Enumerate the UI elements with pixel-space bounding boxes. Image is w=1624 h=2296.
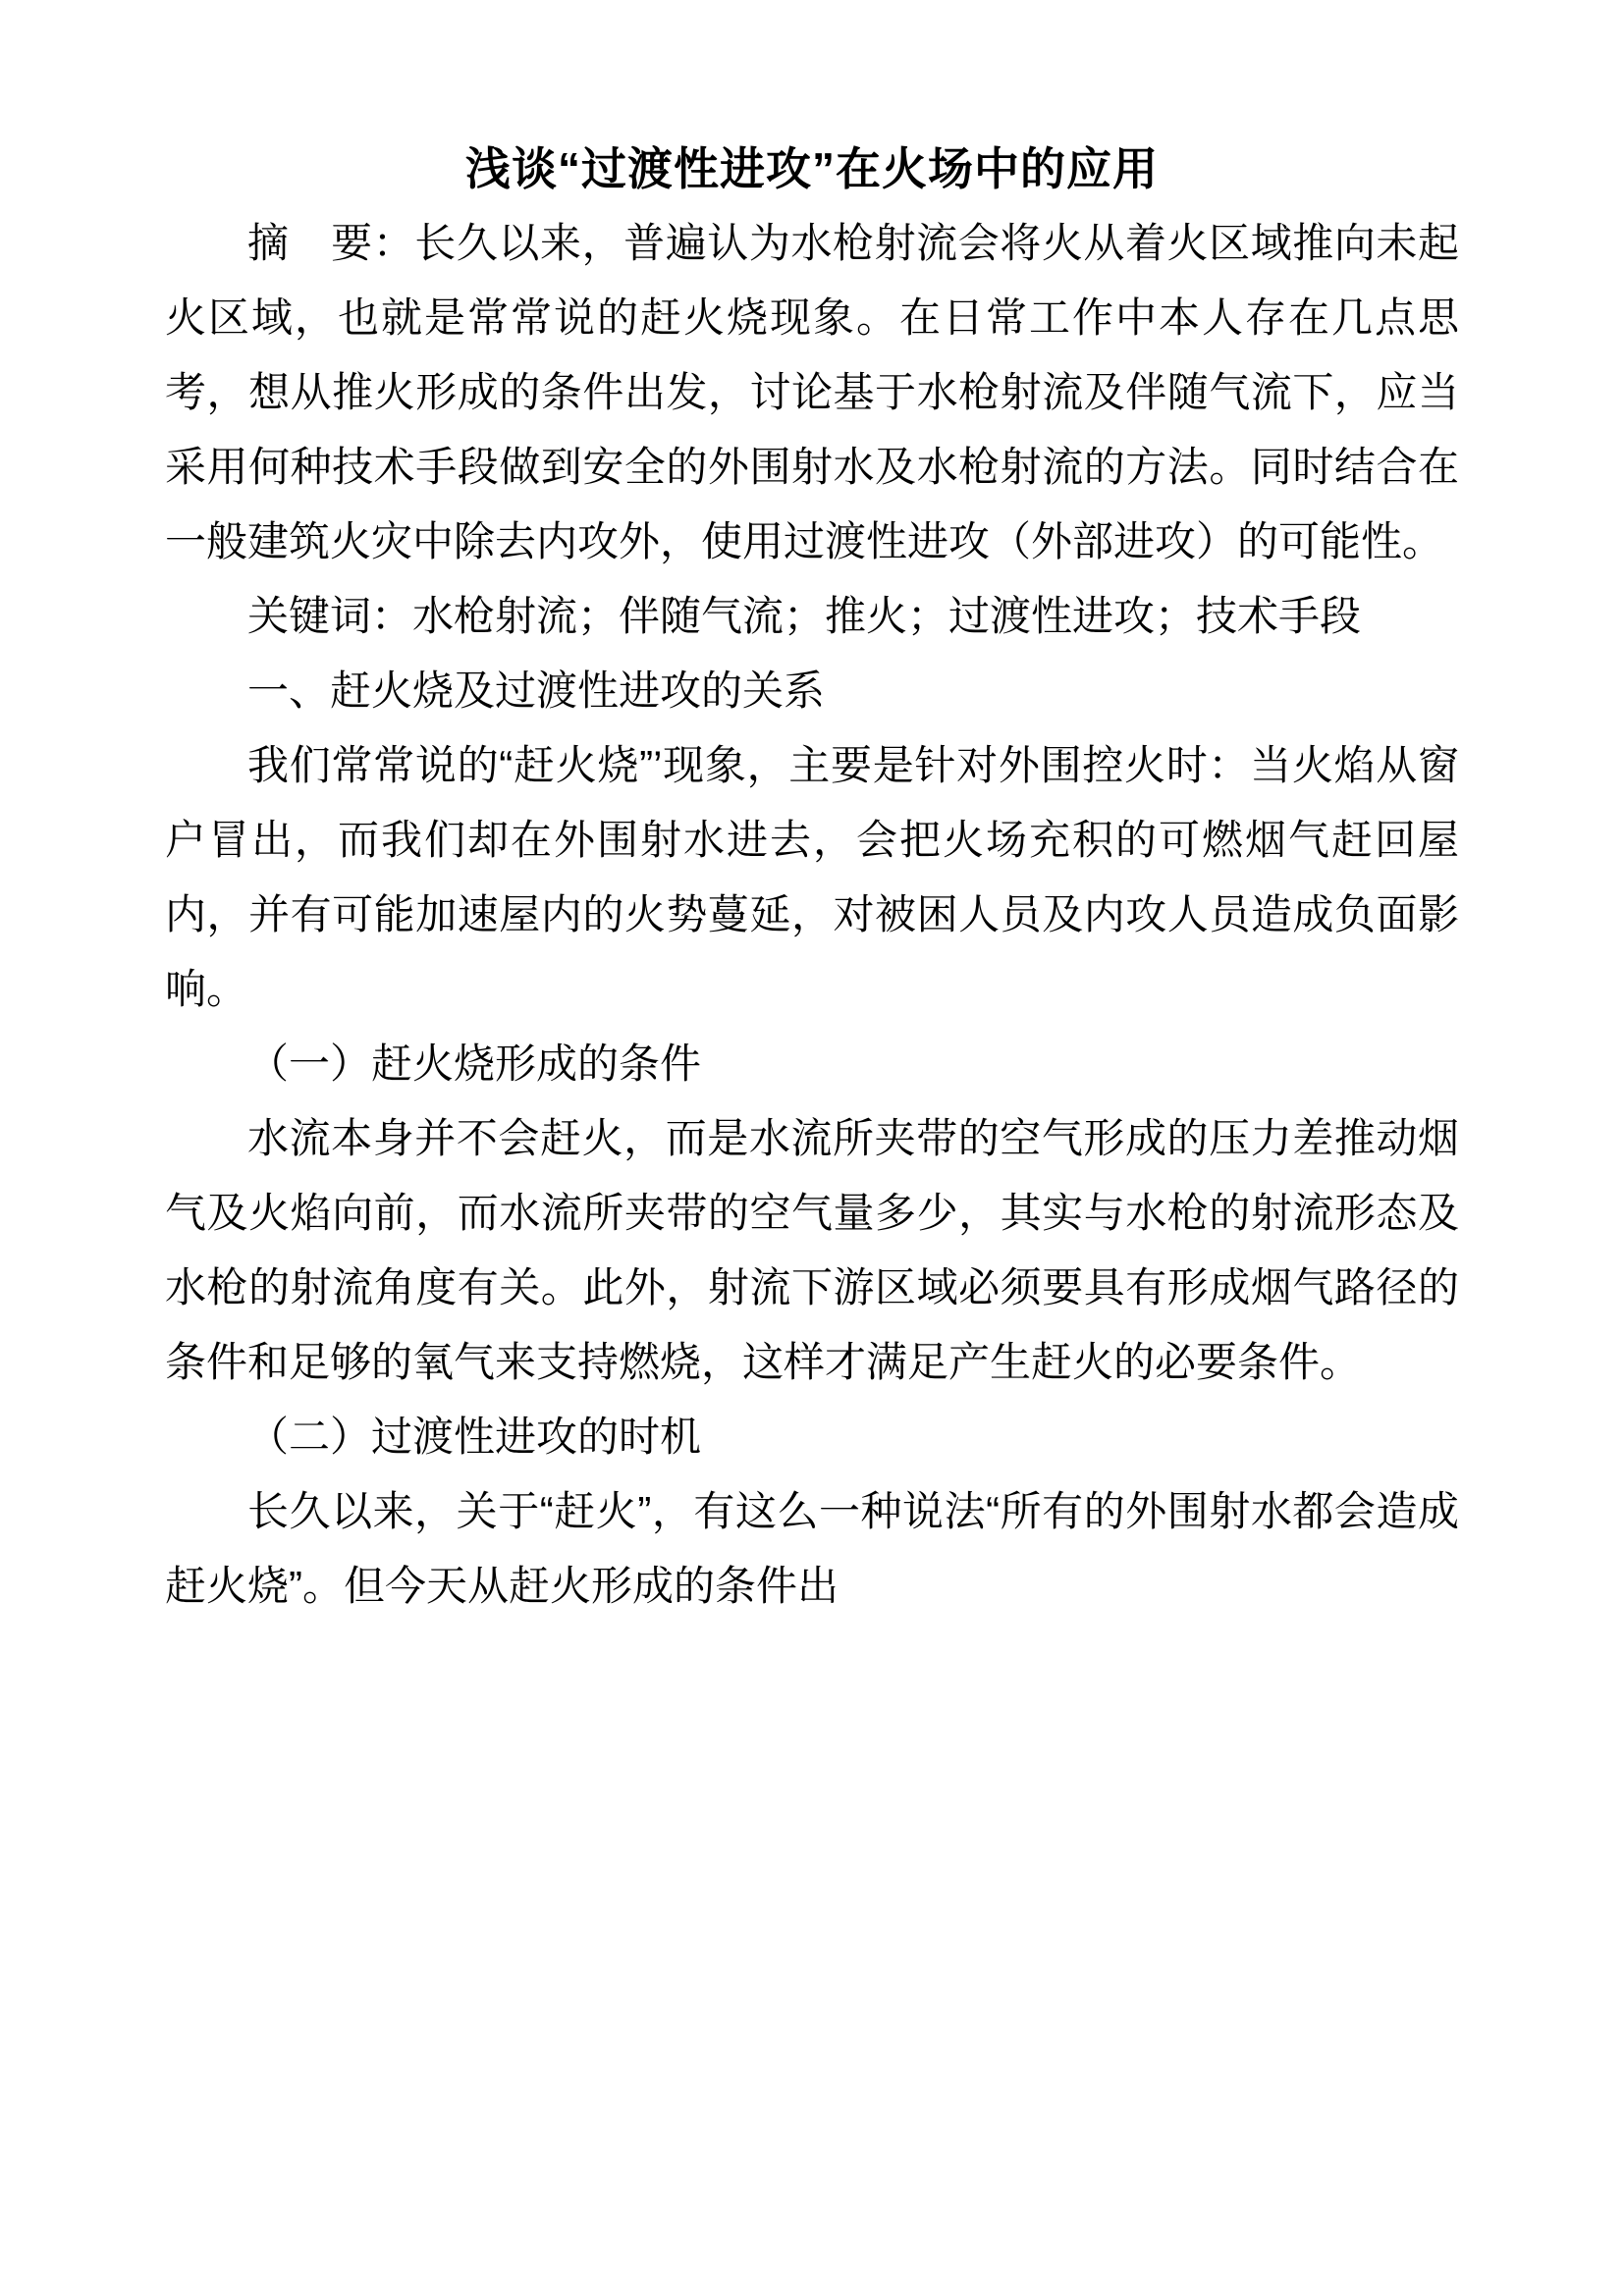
subsection-heading-1-2: （二）过渡性进攻的时机 [247,1414,702,1460]
subsection-1-1-paragraph: 水流本身并不会赶火，而是水流所夹带的空气形成的压力差推动烟气及火焰向前，而水流所夹带的空气量多少，其实与水枪的射流形态及水枪的射流角度有关。此外，射流下游区域必须要具有形成烟气路径的条件和足够的氧气来支持燃烧，这样才满足产生赶火的必要条件。 [165,1115,1459,1385]
subsection-1-2-paragraph: 长久以来，关于“赶火”，有这么一种说法“所有的外围射水都会造成赶火烧”。但今天从赶火形成的条件出 [165,1488,1459,1609]
section-1-paragraph: 我们常常说的“赶火烧”’现象，主要是针对外围控火时：当火焰从窗户冒出，而我们却在外围射水进去，会把火场充积的可燃烟气赶回屋内，并有可能加速屋内的火势蔓延，对被困人员及内攻人员造成负面影响。 [165,742,1459,1012]
section-heading-1: 一、赶火烧及过渡性进攻的关系 [247,667,826,714]
keywords-paragraph: 关键词：水枪射流；伴随气流；推火；过渡性进攻；技术手段 [247,593,1362,639]
document-title: 浅谈“过渡性进攻”在火场中的应用 [465,143,1159,194]
subsection-heading-1-1: （一）赶火烧形成的条件 [247,1041,702,1087]
abstract-paragraph: 摘 要：长久以来，普遍认为水枪射流会将火从着火区域推向未起火区域，也就是常常说的赶火烧现象。在日常工作中本人存在几点思考，想从推火形成的条件出发，讨论基于水枪射流及伴随气流下，应当采用何种技术手段做到安全的外围射水及水枪射流的方法。同时结合在一般建筑火灾中除去内攻外，使用过渡性进攻（外部进攻）的可能性。 [165,220,1459,564]
